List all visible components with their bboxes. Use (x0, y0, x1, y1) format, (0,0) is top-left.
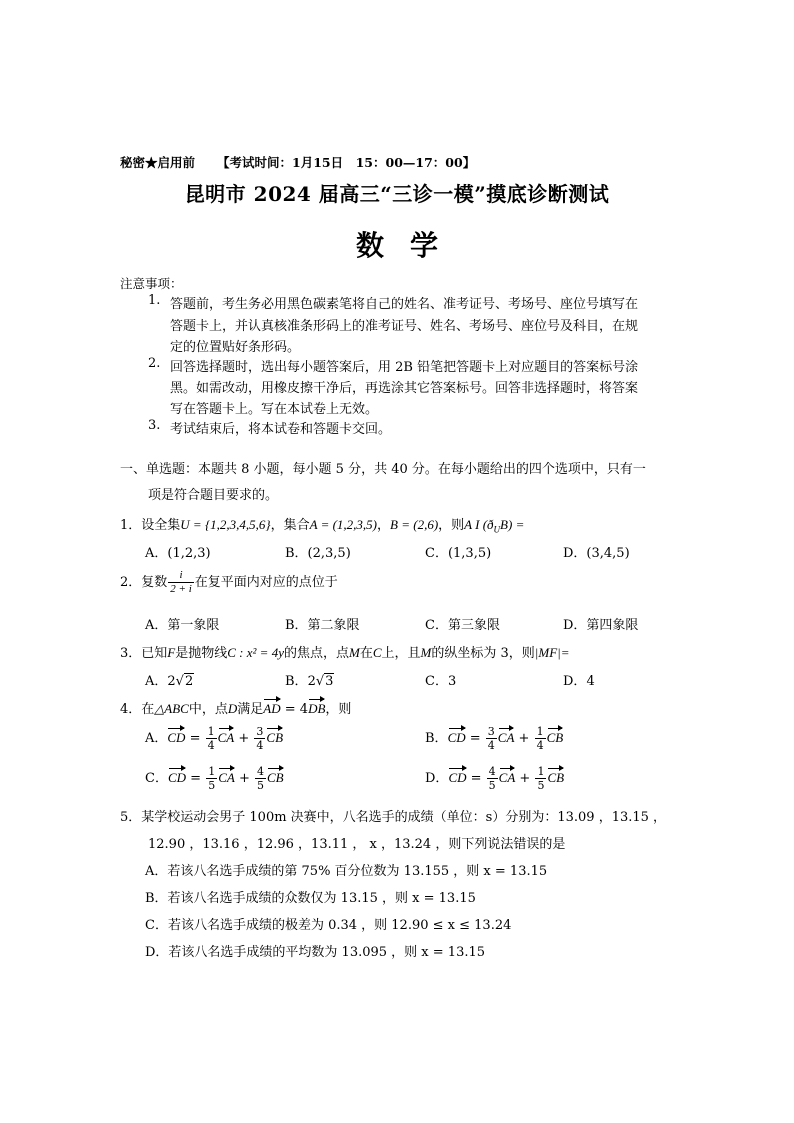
fraction (206, 725, 217, 752)
fraction-denominator: 4 (487, 739, 495, 752)
question-number: 5． (120, 810, 142, 825)
fraction-numerator: 3 (256, 725, 264, 738)
math-var: F (167, 645, 176, 660)
option-letter: B． (285, 674, 308, 689)
option-b: B．第二象限 (285, 618, 360, 633)
math-var: D (227, 701, 238, 716)
radicand: 3 (325, 674, 334, 689)
fraction-numerator: 4 (256, 765, 264, 778)
question-text: 的焦点，点 (283, 646, 349, 661)
math-expression: B) = (500, 517, 525, 532)
notice-line: 写在答题卡上。写在本试卷上无效。 (170, 402, 379, 417)
math-subscript: U (493, 524, 501, 535)
fraction-denominator: 4 (536, 739, 544, 752)
fraction-denominator: 4 (256, 739, 264, 752)
option-a: A．若该八名选手成绩的第 75% 百分位数为 13.155 ，则 x = 13.15 (145, 864, 548, 879)
question-text: 的纵坐标为 3，则 (431, 646, 535, 661)
option-b: B．CD = $\frac{3}{4}$ CA + $\frac{1}{4}$ CB (425, 725, 564, 752)
question-text: ，集合 (270, 518, 310, 533)
question-1 (120, 514, 524, 535)
option-d: D．CD = $\frac{4}{5}$ CA + $\frac{1}{5}$ CB (425, 765, 565, 792)
vector-cb: CB (266, 770, 284, 785)
question-text: 设全集 (141, 518, 181, 533)
vector-ca: CA (498, 770, 516, 785)
fraction-numerator: 4 (488, 765, 496, 778)
notice-line: 定的位置贴好条形码。 (170, 340, 301, 355)
option-letter: A． (145, 731, 168, 746)
option-d: D．(3,4,5) (563, 546, 630, 561)
question-text: 某学校运动会男子 100m 决赛中，八名选手的成绩（单位：s）分别为：13.09 ，13.15 ， (141, 810, 667, 825)
math-parabola: C : x² = 4y (227, 645, 284, 660)
notice-item-number: 3. (148, 418, 161, 433)
fraction-denominator: 5 (537, 779, 545, 792)
option-c: C．第三象限 (425, 618, 500, 633)
question-text: 中，点 (188, 702, 228, 717)
fraction-denominator: 5 (256, 779, 264, 792)
vector-cb: CB (546, 730, 564, 745)
math-set-a: A = (1,2,3,5) (309, 517, 378, 532)
sqrt: √2 (175, 674, 194, 689)
fraction (487, 765, 498, 792)
option-letter: C． (145, 771, 168, 786)
option-c: C．若该八名选手成绩的极差为 0.34 ，则 12.90 ≤ x ≤ 13.24 (145, 918, 512, 933)
question-text: 上，且 (381, 646, 421, 661)
question-text: 在复平面内对应的点位于 (194, 575, 338, 590)
question-3 (120, 642, 570, 661)
notice-line: 答题卡上，并认真核准条形码上的准考证号、姓名、考场号、座位号及科目，在规 (170, 319, 639, 334)
option-b: B．若该八名选手成绩的众数仅为 13.15 ，则 x = 13.15 (145, 891, 476, 906)
notice-line: 答题前，考生务必用黑色碳素笔将自己的姓名、准考证号、考场号、座位号填写在 (170, 297, 639, 312)
option-d: D．若该八名选手成绩的平均数为 13.095 ，则 x = 13.15 (145, 945, 486, 960)
question-text: ，则 (325, 702, 352, 717)
option-c (425, 670, 456, 689)
math-var: C (372, 645, 382, 660)
vector-cd: CD (167, 770, 187, 785)
question-2 (120, 569, 338, 596)
option-coef: 2 (167, 674, 176, 689)
option-coef: 2 (307, 674, 316, 689)
question-5-cont: 12.90 ，13.16 ，12.96 ，13.11 ， x ，13.24 ，则下列说法错误的是 (148, 837, 566, 852)
math-var: M (349, 645, 360, 660)
vector-cb: CB (547, 770, 565, 785)
notice-line: 回答选择题时，选出每小题答案后，用 2B 铅笔把答题卡上对应题目的答案标号涂 (170, 360, 639, 375)
vector-cd: CD (447, 730, 466, 745)
fraction-numerator: 1 (207, 725, 215, 738)
math-expression: A I (ð (464, 517, 494, 532)
fraction (535, 765, 546, 792)
fraction-denominator: 2 + i (170, 583, 192, 595)
question-text: 是抛物线 (175, 646, 228, 661)
vector-ca: CA (217, 730, 235, 745)
option-d (563, 670, 595, 689)
question-4 (120, 698, 351, 717)
math-set-u: U = {1,2,3,4,5,6} (180, 517, 271, 532)
fraction-numerator: 1 (537, 765, 545, 778)
secret-label: 秘密★启用前 (120, 155, 196, 170)
fraction (168, 569, 193, 596)
fraction (486, 725, 497, 752)
option-d: D．第四象限 (563, 618, 639, 633)
fraction (535, 725, 546, 752)
notice-heading: 注意事项： (120, 276, 183, 291)
option-c: C．CD = $\frac{1}{5}$ CA + $\frac{4}{5}$ CB (145, 765, 284, 792)
section-heading-cont: 项是符合题目要求的。 (148, 488, 279, 503)
fraction-denominator: 5 (488, 779, 496, 792)
section-heading: 一、单选题：本题共 8 小题，每小题 5 分，共 40 分。在每小题给出的四个选项中，只有一 (120, 462, 646, 477)
option-a: A．(1,2,3) (145, 546, 211, 561)
subject-title: 数学 (355, 229, 464, 262)
fraction-denominator: 5 (208, 779, 216, 792)
option-letter: D． (563, 674, 587, 689)
notice-line: 黑。如需改动，用橡皮擦干净后，再选涂其它答案标号。回答非选择题时，将答案 (170, 381, 639, 396)
fraction (206, 765, 217, 792)
question-text: ，则 (438, 518, 465, 533)
option-value: 4 (586, 674, 595, 689)
confidentiality-header (120, 153, 475, 171)
option-letter: D． (425, 771, 449, 786)
question-text: ， (377, 518, 391, 533)
math-eq: = 4 (280, 702, 309, 717)
vector-cd: CD (167, 730, 186, 745)
question-text: 在 (141, 702, 155, 717)
vector-ad: AD (263, 701, 281, 716)
notice-line: 考试结束后，将本试卷和答题卡交回。 (170, 422, 392, 437)
question-text: 复数 (141, 575, 168, 590)
vector-ca: CA (497, 730, 515, 745)
notice-item-number: 1. (148, 293, 161, 308)
option-letter: B． (425, 731, 448, 746)
fraction-numerator: 3 (487, 725, 495, 738)
question-number: 2． (120, 575, 142, 590)
question-5 (120, 806, 666, 825)
question-text: 在 (359, 646, 373, 661)
fraction-numerator: i (168, 569, 193, 583)
option-value: 3 (447, 674, 457, 689)
fraction (255, 765, 266, 792)
option-b: B．(2,3,5) (285, 546, 351, 561)
radicand: 2 (184, 674, 194, 689)
exam-title: 昆明市 2024 届高三“三诊一模”摸底诊断测试 (184, 182, 610, 206)
exam-time: 【考试时间：1月15日 15：00—17：00】 (217, 155, 476, 170)
math-set-b: B = (2,6) (390, 517, 439, 532)
option-c: C．(1,3,5) (425, 546, 492, 561)
question-number: 4． (120, 702, 142, 717)
vector-ca: CA (218, 770, 235, 785)
option-a (145, 670, 194, 689)
question-number: 1． (120, 518, 142, 533)
question-text: 满足 (237, 702, 264, 717)
question-text: 已知 (141, 646, 168, 661)
option-b (285, 670, 334, 689)
question-number: 3． (120, 646, 142, 661)
vector-cb: CB (266, 730, 284, 745)
fraction (254, 725, 265, 752)
notice-item-number: 2. (148, 356, 161, 371)
option-letter: A． (145, 674, 168, 689)
fraction-denominator: 4 (207, 739, 215, 752)
vector-db: DB (308, 701, 326, 716)
option-a: A．CD = $\frac{1}{4}$ CA + $\frac{3}{4}$ CB (145, 725, 284, 752)
option-letter: C． (425, 674, 448, 689)
option-a: A．第一象限 (145, 618, 220, 633)
fraction-numerator: 1 (536, 725, 544, 738)
sqrt: √3 (315, 674, 334, 689)
math-var: M (420, 645, 432, 660)
math-triangle: △ABC (154, 701, 189, 716)
vector-cd: CD (448, 770, 467, 785)
fraction-numerator: 1 (208, 765, 216, 778)
math-abs: |MF|= (534, 645, 570, 660)
